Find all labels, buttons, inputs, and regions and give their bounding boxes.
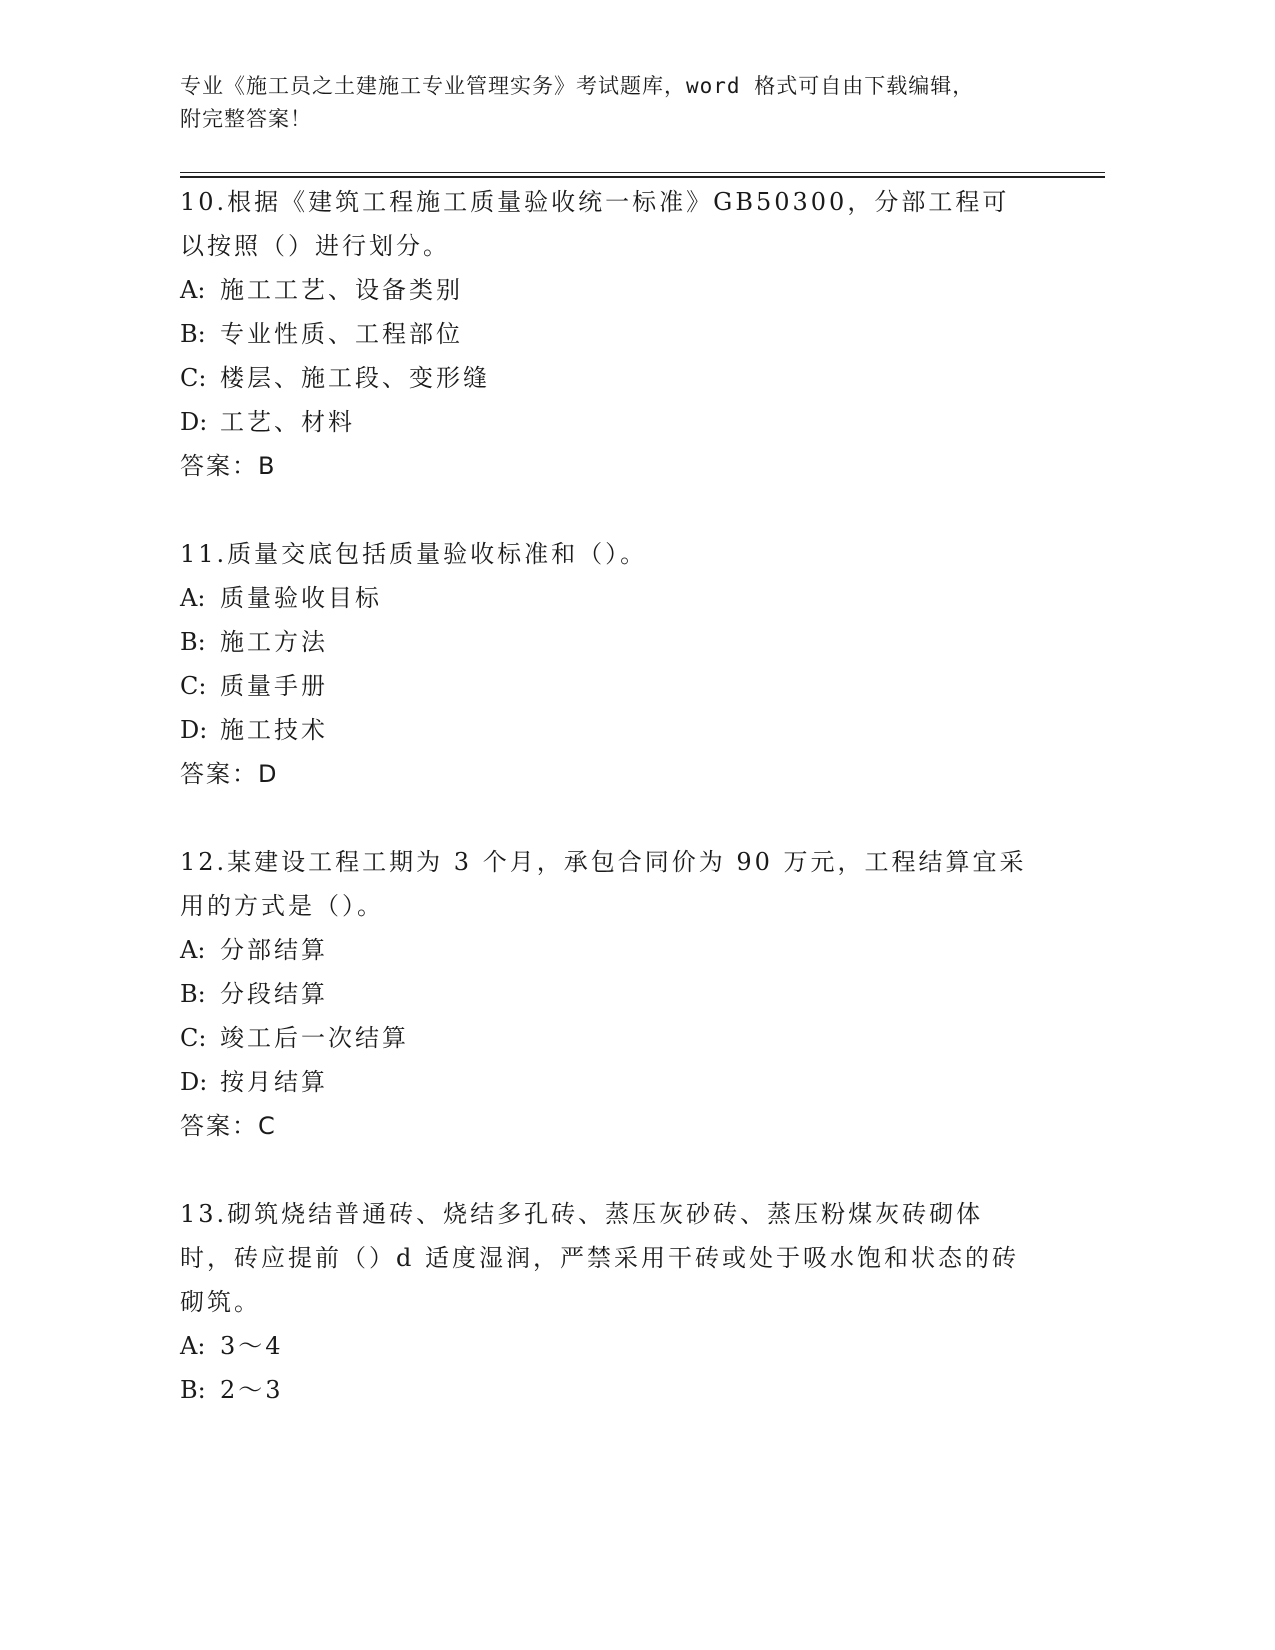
option-text: 施工技术 xyxy=(220,716,328,744)
option-c xyxy=(180,356,1040,400)
header-divider-thick xyxy=(180,176,1105,178)
option-d xyxy=(180,1060,1040,1104)
answer-line: 答案：C xyxy=(180,1112,277,1140)
document-header xyxy=(180,70,1080,136)
question-spacer xyxy=(180,1148,1040,1192)
question-11 xyxy=(180,532,1040,796)
question-text: 13.砌筑烧结普通砖、烧结多孔砖、蒸压灰砂砖、蒸压粉煤灰砖砌体时，砖应提前（）d 适度湿润，严禁采用干砖或处于吸水饱和状态的砖砌筑。 xyxy=(180,1200,1019,1316)
option-key: B: xyxy=(180,320,206,348)
option-a xyxy=(180,576,1040,620)
question-12 xyxy=(180,840,1040,1148)
question-spacer xyxy=(180,488,1040,532)
header-line-1: 专业《施工员之土建施工专业管理实务》考试题库，word 格式可自由下载编辑， xyxy=(180,74,975,98)
option-text: 质量验收目标 xyxy=(220,584,382,612)
option-text: 分部结算 xyxy=(220,936,328,964)
option-key: C: xyxy=(180,1024,207,1052)
answer-line: 答案：D xyxy=(180,760,279,788)
option-a xyxy=(180,928,1040,972)
option-text: 楼层、施工段、变形缝 xyxy=(220,364,490,392)
option-b xyxy=(180,620,1040,664)
option-text: 3～4 xyxy=(220,1332,284,1360)
option-a xyxy=(180,1324,1040,1368)
option-b xyxy=(180,1368,1040,1412)
option-key: A: xyxy=(180,276,206,304)
option-key: B: xyxy=(180,628,206,656)
option-d xyxy=(180,400,1040,444)
header-line-2: 附完整答案！ xyxy=(180,107,312,131)
option-text: 竣工后一次结算 xyxy=(220,1024,409,1052)
option-text: 质量手册 xyxy=(220,672,328,700)
answer-line: 答案：B xyxy=(180,452,277,480)
question-13 xyxy=(180,1192,1040,1412)
option-key: D: xyxy=(180,716,208,744)
option-a xyxy=(180,268,1040,312)
option-text: 专业性质、工程部位 xyxy=(220,320,463,348)
question-text: 10.根据《建筑工程施工质量验收统一标准》GB50300，分部工程可以按照（）进行划分。 xyxy=(180,188,1010,260)
option-key: B: xyxy=(180,1376,206,1404)
question-text: 11.质量交底包括质量验收标准和（）。 xyxy=(180,540,648,568)
question-spacer xyxy=(180,796,1040,840)
option-c xyxy=(180,664,1040,708)
option-key: A: xyxy=(180,1332,206,1360)
option-key: B: xyxy=(180,980,206,1008)
option-text: 按月结算 xyxy=(220,1068,328,1096)
option-c xyxy=(180,1016,1040,1060)
option-key: A: xyxy=(180,584,206,612)
question-text: 12.某建设工程工期为 3 个月，承包合同价为 90 万元，工程结算宜采用的方式是（）。 xyxy=(180,848,1027,920)
option-key: D: xyxy=(180,408,208,436)
option-key: C: xyxy=(180,364,207,392)
option-b xyxy=(180,972,1040,1016)
option-key: A: xyxy=(180,936,206,964)
option-text: 分段结算 xyxy=(220,980,328,1008)
option-text: 施工方法 xyxy=(220,628,328,656)
option-key: C: xyxy=(180,672,207,700)
option-text: 工艺、材料 xyxy=(220,408,355,436)
question-10 xyxy=(180,180,1040,488)
option-key: D: xyxy=(180,1068,208,1096)
question-list xyxy=(180,180,1040,1412)
option-d xyxy=(180,708,1040,752)
option-b xyxy=(180,312,1040,356)
option-text: 施工工艺、设备类别 xyxy=(220,276,463,304)
header-divider-thin xyxy=(180,172,1105,173)
option-text: 2～3 xyxy=(220,1376,284,1404)
